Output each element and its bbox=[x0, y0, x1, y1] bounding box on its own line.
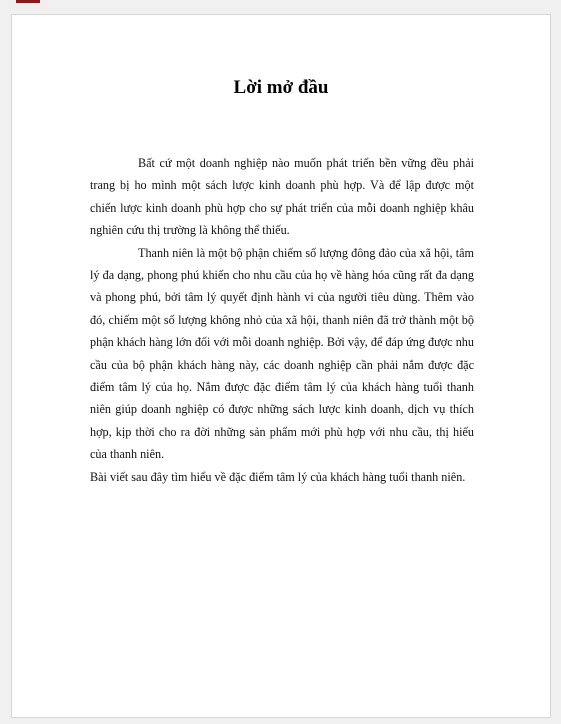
paragraph-intro: Bất cứ một doanh nghiệp nào muốn phát triển bền vững đều phải trang bị ho mình một sách lược kinh doanh phù hợp. Và để lập được một chiến lược kinh doanh phù hợp cho sự phát triển của mỗi doanh nghiệp khâu nghiên cứu thị trường là không thể thiếu. bbox=[90, 156, 474, 238]
corner-accent-mark bbox=[16, 0, 40, 3]
document-page bbox=[11, 14, 551, 718]
paragraph-youth: Thanh niên là một bộ phận chiếm số lượng đông đảo của xã hội, tâm lý đa dạng, phong phú khiến cho nhu cầu của họ về hàng hóa cũng rất đa dạng và phong phú, bởi tâm lý quyết định hành vi của người tiêu dùng. Thêm vào đó, chiếm một số lượng không nhỏ của xã hội, thanh niên đã trở thành một bộ phận khách hàng lớn đối với mỗi doanh nghiệp. Bởi vậy, để đáp ứng được nhu cầu của bộ phận khách hàng này, các doanh nghiệp cần phải nắm được đặc điểm tâm lý của họ. Nắm được đặc điểm tâm lý của khách hàng tuổi thanh niên giúp doanh nghiệp có được những sách lược kinh doanh, dịch vụ thích hợp, kịp thời cho ra đời những sản phẩm mới phù hợp với nhu cầu, thị hiếu của thanh niên. bbox=[90, 245, 474, 462]
paragraph-closing: Bài viết sau đây tìm hiểu về đặc điểm tâm lý của khách hàng tuổi thanh niên. bbox=[90, 469, 466, 484]
page-title: Lời mở đầu bbox=[233, 77, 329, 98]
document-body bbox=[90, 152, 474, 488]
